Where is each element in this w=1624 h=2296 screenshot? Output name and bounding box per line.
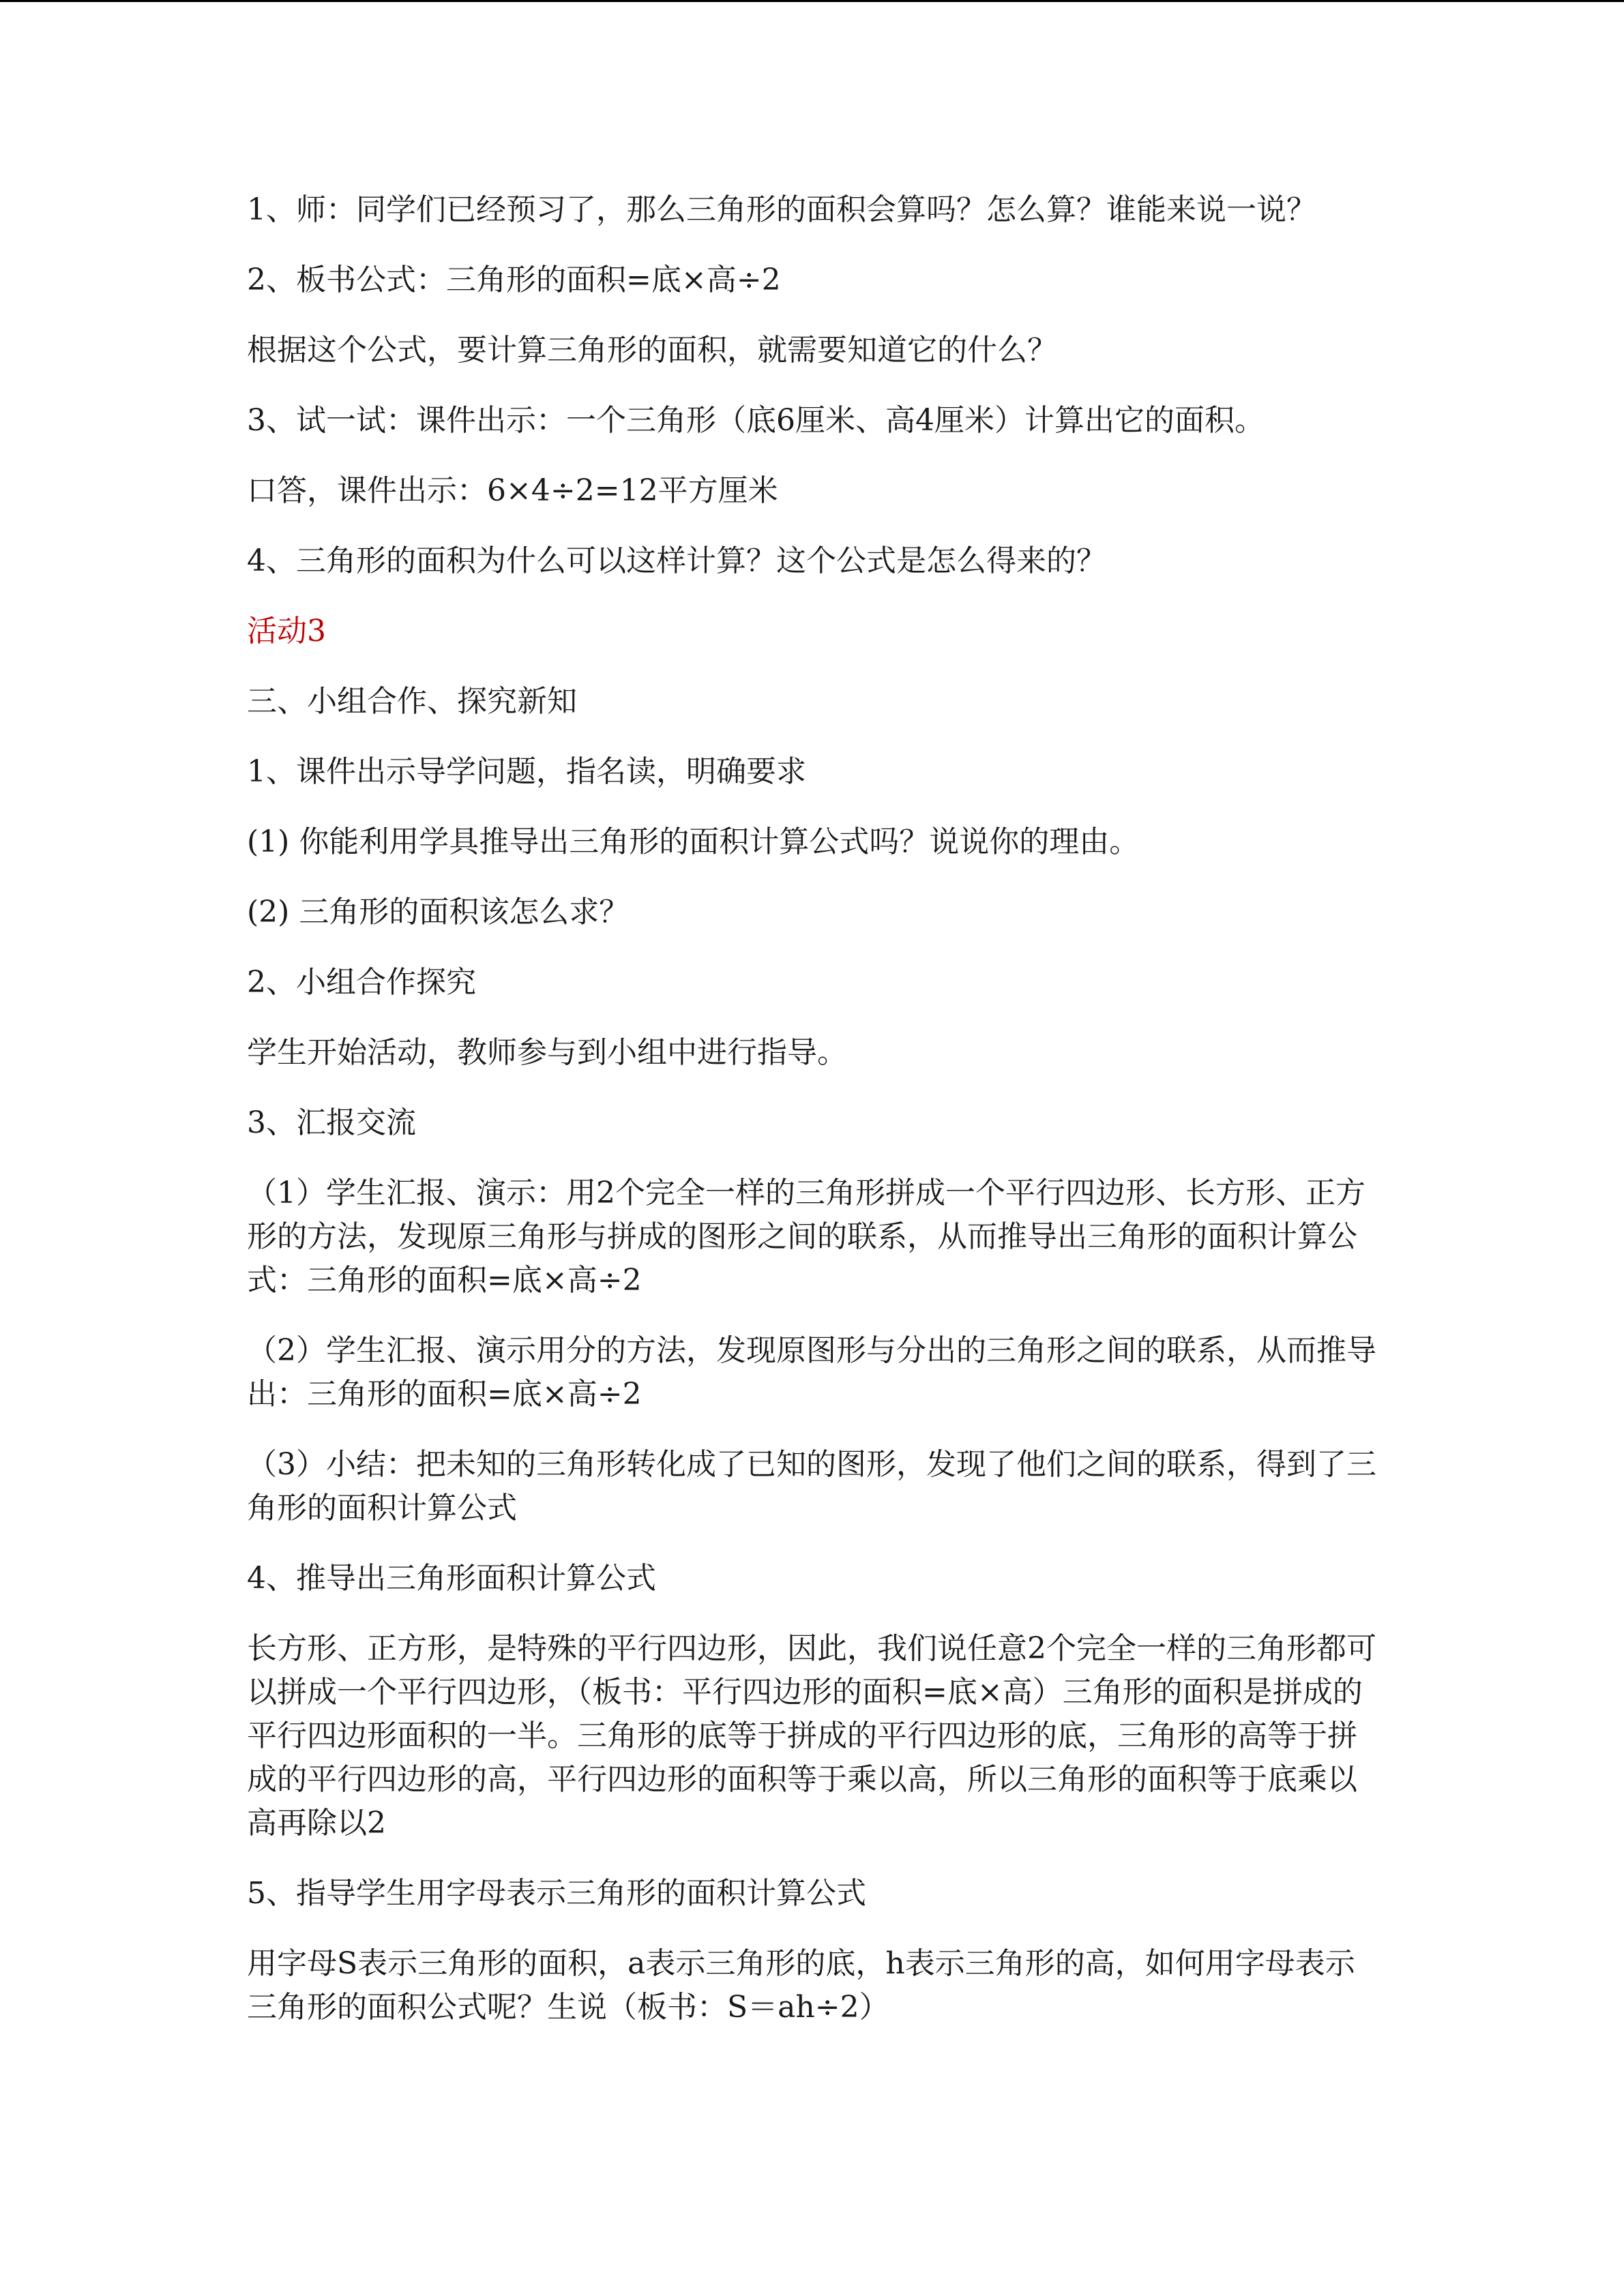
paragraph-2: 2、板书公式：三角形的面积=底×高÷2 [247, 263, 781, 297]
document-body [247, 188, 1379, 2029]
paragraph-15: （1）学生汇报、演示：用2个完全一样的三角形拼成一个平行四边形、长方形、正方形的方法，发现原三角形与拼成的图形之间的联系，从而推导出三角形的面积计算公式：三角形的面积=底×高÷2 [247, 1176, 1365, 1298]
paragraph-11: (2) 三角形的面积该怎么求？ [247, 895, 630, 929]
paragraph-20: 5、指导学生用字母表示三角形的面积计算公式 [247, 1876, 866, 1911]
page-top-border [0, 0, 1624, 2]
paragraph-19: 长方形、正方形，是特殊的平行四边形，因此，我们说任意2个完全一样的三角形都可以拼成一个平行四边形，（板书：平行四边形的面积=底×高）三角形的面积是拼成的平行四边形面积的一半。三角形的底等于拼成的平行四边形的底，三角形的高等于拼成的平行四边形的高，平行四边形的面积等于乘以高，所以三角形的面积等于底乘以高再除以2 [247, 1631, 1376, 1840]
paragraph-10: (1) 你能利用学具推导出三角形的面积计算公式吗？说说你的理由。 [247, 824, 1140, 859]
paragraph-14: 3、汇报交流 [247, 1105, 416, 1140]
paragraph-18: 4、推导出三角形面积计算公式 [247, 1561, 656, 1596]
activity-heading: 活动3 [247, 614, 326, 648]
paragraph-16: （2）学生汇报、演示用分的方法，发现原图形与分出的三角形之间的联系，从而推导出：三角形的面积=底×高÷2 [247, 1333, 1376, 1412]
paragraph-5: 口答，课件出示：6×4÷2=12平方厘米 [247, 473, 778, 508]
paragraph-21: 用字母S表示三角形的面积，a表示三角形的底，h表示三角形的高，如何用字母表示三角形的面积公式呢？生说（板书：S＝ah÷2） [247, 1946, 1355, 2025]
paragraph-13: 学生开始活动，教师参与到小组中进行指导。 [247, 1035, 847, 1070]
paragraph-17: （3）小结：把未知的三角形转化成了已知的图形，发现了他们之间的联系，得到了三角形的面积计算公式 [247, 1447, 1376, 1525]
paragraph-3: 根据这个公式，要计算三角形的面积，就需要知道它的什么？ [247, 333, 1057, 368]
paragraph-4: 3、试一试：课件出示：一个三角形（底6厘米、高4厘米）计算出它的面积。 [247, 403, 1265, 438]
paragraph-1: 1、师：同学们已经预习了，那么三角形的面积会算吗？怎么算？谁能来说一说？ [247, 192, 1316, 227]
paragraph-12: 2、小组合作探究 [247, 965, 476, 1000]
paragraph-9: 1、课件出示导学问题，指名读，明确要求 [247, 754, 806, 789]
paragraph-6: 4、三角形的面积为什么可以这样计算？这个公式是怎么得来的？ [247, 543, 1106, 578]
section-heading: 三、小组合作、探究新知 [247, 684, 577, 719]
